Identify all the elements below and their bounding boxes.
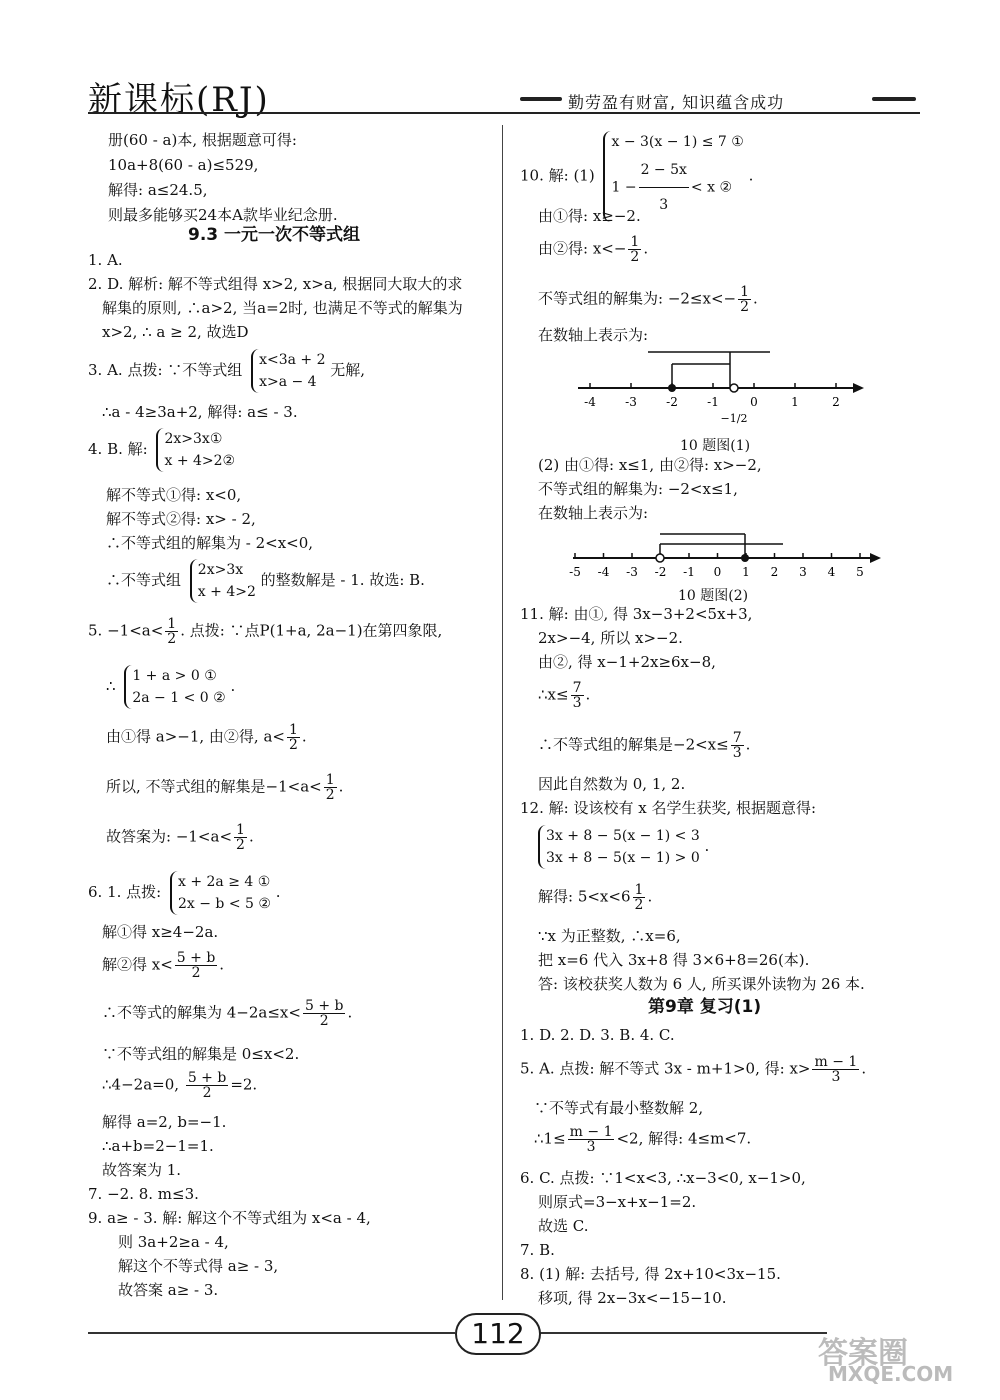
- closed-point: [668, 384, 676, 392]
- section-title: 第9章 复习(1): [648, 997, 762, 1017]
- tick-label: -3: [626, 565, 638, 579]
- text-line: ∴a - 4≥3a+2, 解得: a≤ - 3.: [102, 403, 298, 421]
- inequality-system: [124, 665, 225, 709]
- text-line: x>2, ∴ a ≥ 2, 故选D: [102, 323, 249, 341]
- text: 解得: 5<x<6: [538, 887, 631, 906]
- tick-label: -1: [683, 565, 695, 579]
- fraction: $\frac{7}{3}$: [732, 730, 742, 761]
- text-line: 由②得: x<− $\frac{1}{2}$ .: [538, 234, 649, 265]
- answer-4: [88, 428, 235, 472]
- fraction: $\frac{2 - 5x}{3}$: [639, 153, 689, 222]
- text-line: 解得: a≤24.5,: [108, 181, 208, 199]
- inequality: x>a − 4: [259, 374, 317, 390]
- inequality: 3x + 8 − 5(x − 1) > 0: [546, 850, 700, 866]
- inequality-system: [190, 559, 256, 603]
- text-line: 由①得: x≥−2.: [538, 207, 641, 225]
- closed-point: [741, 554, 749, 562]
- tick-label: 0: [750, 395, 758, 409]
- text-line: 答: 该校获奖人数为 6 人, 所买课外读物为 26 本.: [538, 975, 865, 993]
- review-answer-7: 7. B.: [520, 1241, 555, 1259]
- text-line: 移项, 得 2x−3x<−15−10.: [538, 1289, 727, 1307]
- text-line: 解这个不等式得 a≥ - 3,: [118, 1257, 279, 1275]
- text-line: ∵x 为正整数, ∴x=6,: [538, 927, 681, 945]
- inequality: x + 4>2②: [164, 453, 236, 469]
- text: 6. 1. 点拨:: [88, 883, 162, 901]
- text-line: 在数轴上表示为:: [538, 326, 649, 344]
- text-line: ∴ 1 + a > 0 ① 2a − 1 < 0 ② .: [106, 665, 235, 709]
- text: 不等式组的解集为: −2≤x<−: [538, 289, 737, 308]
- answer-12: 12. 解: 设该校有 x 名学生获奖, 根据题意得:: [520, 799, 817, 817]
- review-answers-1-4: 1. D. 2. D. 3. B. 4. C.: [520, 1026, 675, 1044]
- text: 故答案为: −1<a<: [106, 827, 233, 846]
- tick-label: -3: [625, 395, 637, 409]
- header-rule: [88, 112, 920, 114]
- tick-label: 5: [856, 565, 864, 579]
- axis-arrow: [870, 553, 881, 563]
- open-point: [656, 554, 664, 562]
- text-line: 册(60 - a)本, 根据题意可得:: [108, 131, 297, 149]
- review-answer-5: 5. A. 点拨: 解不等式 3x - m+1>0, 得: x> $\frac{m - 1}{3}$ .: [520, 1054, 867, 1085]
- page-number: 112: [455, 1313, 541, 1355]
- text-line: 故答案为 1.: [102, 1161, 182, 1179]
- text: 4. B. 解:: [88, 440, 148, 458]
- tick-label-special: −1/2: [720, 412, 748, 425]
- number-line-2: [565, 520, 885, 582]
- text-line: 则原式=3−x+x−1=2.: [538, 1193, 697, 1211]
- answer-9: 9. a≥ - 3. 解: 解这个不等式组为 x<a - 4,: [88, 1209, 371, 1227]
- text: ∴4−2a=0,: [102, 1075, 180, 1094]
- header-dash-left: [520, 97, 562, 101]
- answer-7-8: 7. −2. 8. m≤3.: [88, 1185, 199, 1203]
- fraction: $\frac{1}{2}$: [325, 772, 335, 803]
- text-line: 3x + 8 − 5(x − 1) < 3 3x + 8 − 5(x − 1) > 0 .: [534, 825, 709, 869]
- text-line: 不等式组的解集为: −2≤x<− $\frac{1}{2}$ .: [538, 284, 758, 315]
- header-motto: 勤劳盈有财富, 知识蕴含成功: [568, 93, 785, 112]
- watermark-url: MXQE.COM: [828, 1362, 954, 1386]
- text: 5. −1<a<: [88, 621, 164, 640]
- axis-arrow: [853, 383, 864, 393]
- tick-label: 2: [832, 395, 840, 409]
- text: <2, 解得: 4≤m<7.: [616, 1129, 752, 1148]
- text-line: 解得: 5<x<6 $\frac{1}{2}$ .: [538, 882, 653, 913]
- text-line: [534, 1125, 751, 1154]
- inequality: x + 4>2: [197, 584, 256, 600]
- tick-label: -1: [707, 395, 719, 409]
- tick-label: -2: [666, 395, 678, 409]
- text: 5. A. 点拨: 解不等式 3x - m+1>0, 得: x>: [520, 1059, 811, 1078]
- text: ∴1≤: [534, 1129, 566, 1148]
- open-point: [730, 384, 738, 392]
- answer-10: 10. 解: (1) x − 3(x − 1) ≤ 7 ① 1 − $\frac{2 - 5x}{3}$ < x ② .: [520, 131, 753, 222]
- inequality: 2x>3x: [197, 562, 244, 578]
- inequality-system: [170, 871, 271, 915]
- column-divider: [502, 125, 503, 1300]
- inequality: 1 − $\frac{2 - 5x}{3}$ < x ②: [611, 153, 743, 222]
- figure-caption-1: 10 题图(1): [680, 438, 751, 454]
- tick-label: 1: [791, 395, 799, 409]
- inequality: x<3a + 2: [259, 352, 326, 368]
- footer-rule-right: [537, 1332, 827, 1334]
- tick-label: 1: [742, 565, 750, 579]
- text-line: ∵不等式有最小整数解 2,: [534, 1099, 704, 1117]
- fraction: $\frac{5 + b}{2}$: [304, 998, 344, 1029]
- inequality-system: [156, 428, 235, 472]
- text-line: ∴不等式组的解集为 - 2<x<0,: [106, 534, 314, 552]
- text: ∴不等式组: [106, 571, 182, 589]
- inequality: x + 2a ≥ 4 ①: [178, 874, 271, 890]
- inequality: 2x − b < 5 ②: [178, 896, 271, 912]
- text-line: 故答案为: −1<a< $\frac{1}{2}$ .: [106, 822, 254, 853]
- tick-label: -2: [654, 565, 667, 579]
- answer-6: 6. 1. 点拨: x + 2a ≥ 4 ① 2x − b < 5 ② .: [88, 871, 280, 915]
- footer-rule-left: [88, 1332, 455, 1334]
- tick-label: -4: [584, 395, 596, 409]
- text-line: 则 3a+2≥a - 4,: [118, 1233, 229, 1251]
- text: ∴不等式组的解集是−2<x≤: [538, 735, 729, 754]
- inequality: 3x + 8 − 5(x − 1) < 3: [546, 828, 700, 844]
- text-line: 则最多能够买24本A款毕业纪念册.: [108, 206, 338, 224]
- tick-label: -5: [569, 565, 581, 579]
- fraction: $\frac{1}{2}$: [167, 616, 177, 647]
- text-line: [106, 559, 425, 603]
- text-line: ∴a+b=2−1=1.: [102, 1137, 214, 1155]
- inequality: 2a − 1 < 0 ②: [132, 690, 226, 706]
- text-line: 不等式组的解集为: −2<x≤1,: [538, 480, 738, 498]
- tick-label: 3: [799, 565, 807, 579]
- fraction: $\frac{1}{2}$: [630, 234, 640, 265]
- answer-3: [88, 349, 365, 393]
- tick-label: 0: [713, 565, 722, 579]
- text: 10. 解: (1): [520, 166, 595, 185]
- review-answer-8: 8. (1) 解: 去括号, 得 2x+10<3x−15.: [520, 1265, 781, 1283]
- text-line: 在数轴上表示为:: [538, 504, 649, 522]
- fraction: $\frac{1}{2}$: [634, 882, 644, 913]
- text-line: 解②得 x< $\frac{5 + b}{2}$ .: [102, 950, 225, 981]
- fraction: $\frac{5 + b}{2}$: [187, 1070, 227, 1101]
- watermark-logo: 答案圈: [818, 1336, 908, 1371]
- text-line: 把 x=6 代入 3x+8 得 3×6+8=26(本).: [538, 951, 810, 969]
- text: 由①得 a>−1, 由②得, a<: [106, 727, 285, 746]
- fraction: $\frac{1}{2}$: [236, 822, 245, 853]
- figure-caption-2: 10 题图(2): [678, 588, 749, 604]
- tick-label: -4: [597, 565, 610, 579]
- answer-5: [88, 617, 442, 646]
- text-line: 所以, 不等式组的解集是−1<a< $\frac{1}{2}$ .: [106, 772, 344, 803]
- inequality-system: [251, 349, 325, 393]
- tick-label: 4: [827, 565, 836, 579]
- fraction: $\frac{5 + b}{2}$: [176, 950, 216, 981]
- text-line: (2) 由①得: x≤1, 由②得: x>−2,: [538, 456, 762, 474]
- fraction: $\frac{m - 1}{3}$: [569, 1124, 613, 1155]
- inequality: 2x>3x①: [164, 431, 223, 447]
- fraction: $\frac{1}{2}$: [740, 284, 750, 315]
- text-line: 由①得 a>−1, 由②得, a< $\frac{1}{2}$ .: [106, 722, 307, 753]
- text-line: [102, 1071, 257, 1100]
- text-line: 10a+8(60 - a)≤529,: [108, 156, 259, 174]
- fraction: $\frac{m - 1}{3}$: [814, 1054, 858, 1085]
- tick-label: 2: [770, 565, 779, 579]
- text: ∴x≤: [538, 685, 569, 704]
- fraction: $\frac{7}{3}$: [572, 680, 582, 711]
- answer-11: 11. 解: 由①, 得 3x−3+2<5x+3,: [520, 605, 753, 623]
- text-line: 解不等式①得: x<0,: [106, 486, 242, 504]
- answer-1: 1. A.: [88, 251, 123, 269]
- text-line: 解得 a=2, b=−1.: [102, 1113, 227, 1131]
- inequality-system: [538, 825, 700, 869]
- section-title: 9.3 一元一次不等式组: [188, 225, 361, 245]
- text: ∴: [106, 677, 116, 695]
- text-line: 解不等式②得: x> - 2,: [106, 510, 256, 528]
- text-line: 解集的原则, ∴a>2, 当a=2时, 也满足不等式的解集为: [102, 299, 463, 317]
- text: 由②得: x<−: [538, 239, 627, 258]
- text: 的整数解是 - 1. 故选: B.: [260, 571, 425, 589]
- text-line: 由②, 得 x−1+2x≥6x−8,: [538, 653, 716, 671]
- text: =2.: [230, 1075, 258, 1094]
- text: . 点拨: ∵点P(1+a, 2a−1)在第四象限,: [180, 621, 443, 640]
- text: 无解,: [330, 361, 366, 379]
- text-line: ∵不等式组的解集是 0≤x<2.: [102, 1045, 300, 1063]
- fraction: $\frac{1}{2}$: [288, 722, 298, 753]
- text-line: 因此自然数为 0, 1, 2.: [538, 775, 686, 793]
- inequality: x − 3(x − 1) ≤ 7 ①: [611, 134, 744, 150]
- text: 3. A. 点拨: ∵不等式组: [88, 361, 243, 379]
- answer-2: 2. D. 解析: 解不等式组得 x>2, x>a, 根据同大取大的求: [88, 275, 463, 293]
- header-dash-right: [872, 97, 916, 101]
- text: ∴不等式的解集为 4−2a≤x<: [102, 1003, 301, 1022]
- review-answer-6: 6. C. 点拨: ∵1<x<3, ∴x−3<0, x−1>0,: [520, 1169, 806, 1187]
- text-line: 故答案 a≥ - 3.: [118, 1281, 219, 1299]
- number-line-1: [570, 340, 870, 430]
- text-line: ∴x≤ $\frac{7}{3}$ .: [538, 680, 591, 711]
- text-line: 2x>−4, 所以 x>−2.: [538, 629, 683, 647]
- text-line: ∴不等式组的解集是−2<x≤ $\frac{7}{3}$ .: [538, 730, 751, 761]
- text-line: ∴不等式的解集为 4−2a≤x< $\frac{5 + b}{2}$ .: [102, 998, 353, 1029]
- text: 所以, 不等式组的解集是−1<a<: [106, 777, 322, 796]
- inequality: 1 + a > 0 ①: [132, 668, 217, 684]
- text-line: 故选 C.: [538, 1217, 589, 1235]
- text: 解②得 x<: [102, 955, 173, 974]
- text-line: 解①得 x≥4−2a.: [102, 923, 219, 941]
- header-title: 新课标(RJ): [88, 80, 270, 120]
